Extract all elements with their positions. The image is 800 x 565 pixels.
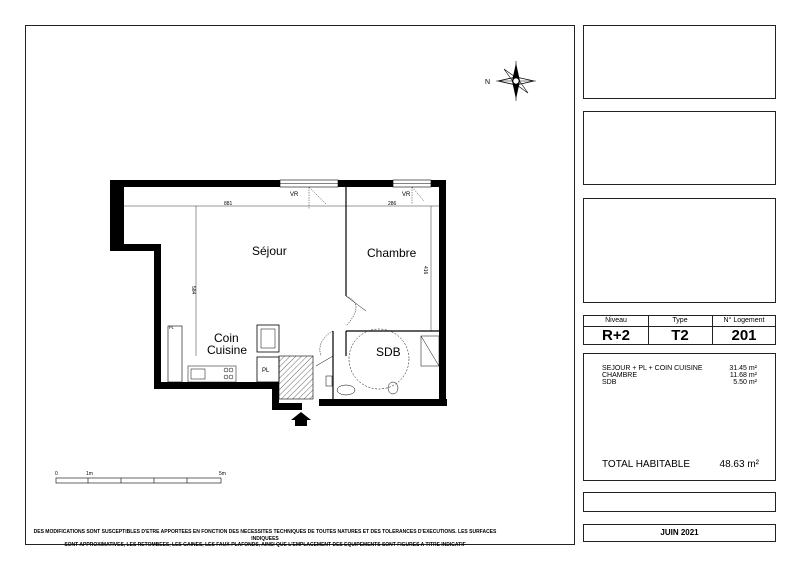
- location-box: [583, 198, 776, 303]
- scale-label: 1m: [86, 471, 93, 477]
- value-niveau: R+2: [602, 327, 630, 344]
- scale-label: 5m: [219, 471, 226, 477]
- logo-box: [583, 25, 776, 99]
- date-box: JUIN 2021: [583, 524, 776, 542]
- window-sejour: [280, 180, 338, 209]
- total-value: 48.63 m²: [719, 459, 759, 470]
- compass-north-label: N: [485, 79, 491, 86]
- door-chambre: [346, 296, 366, 326]
- info-table: [583, 315, 776, 345]
- room-label-chambre: Chambre: [367, 246, 417, 260]
- room-label-sdb: SDB: [376, 345, 401, 359]
- window-label: VR: [290, 192, 299, 198]
- room-label-sejour: Séjour: [252, 244, 287, 258]
- room-label-coin: Coin: [214, 331, 239, 345]
- scale-bar: [55, 471, 226, 483]
- door-sdb: [316, 331, 333, 366]
- surface-name: SDB: [602, 379, 617, 386]
- kitchen-fixtures: [188, 366, 236, 382]
- scale-label: 0: [55, 471, 58, 477]
- disclaimer-line: DES MODIFICATIONS SONT SUSCEPTIBLES D'ETRE APPORTEES EN FONCTION DES NECESSITES TECHNIQUES DE TOUTES NATURES ET DES TOLERANCES D'EXECUTIONS. LES SURFACES INDIQUEES: [33, 529, 497, 542]
- surface-value: 5.50 m²: [733, 379, 757, 386]
- header-type: Type: [672, 317, 688, 324]
- dimension-label: 416: [422, 266, 428, 275]
- surface-value: 11.68 m²: [729, 372, 757, 379]
- compass-icon: [485, 61, 536, 101]
- fixture-label-pl: PL: [262, 368, 270, 374]
- floor-plan: [26, 26, 576, 546]
- fixture-label-pl-small: PL: [169, 325, 174, 330]
- room-label-cuisine: Cuisine: [207, 343, 248, 357]
- surface-name: CHAMBRE: [602, 372, 638, 379]
- dimension-label: 286: [388, 201, 397, 207]
- value-type: T2: [671, 327, 689, 344]
- dimension-label: 881: [224, 201, 233, 207]
- total-label: TOTAL HABITABLE: [602, 459, 690, 470]
- surface-value: 31.45 m²: [729, 365, 757, 372]
- surface-name: SEJOUR + PL + COIN CUISINE: [602, 365, 703, 372]
- program-box: [583, 111, 776, 185]
- bathroom-fixtures: [326, 329, 439, 395]
- plan-frame: [25, 25, 575, 545]
- window-chambre: [393, 180, 431, 204]
- header-logement: N° Logement: [723, 317, 765, 324]
- dimension-label: 584: [190, 286, 196, 295]
- disclaimer-line: SONT APPROXIMATIVES, LES RETOMBEES, LES GAINES, LES FAUX-PLAFONDS, AINSI QUE L'EMPLACEMENT DES EQUIPEMENTS SONT FIGURES A TITRE INDICATIF: [64, 542, 466, 548]
- value-logement: 201: [731, 327, 757, 344]
- disclaimer: [30, 529, 500, 549]
- header-niveau: Niveau: [605, 317, 627, 324]
- window-label: VR: [402, 192, 411, 198]
- dimension-lines: [124, 206, 439, 356]
- hatched-area: [279, 356, 313, 399]
- exterior-walls: [110, 180, 447, 410]
- empty-box: [583, 492, 776, 512]
- entry-arrow-icon: [291, 412, 311, 426]
- surfaces-box: [583, 353, 776, 481]
